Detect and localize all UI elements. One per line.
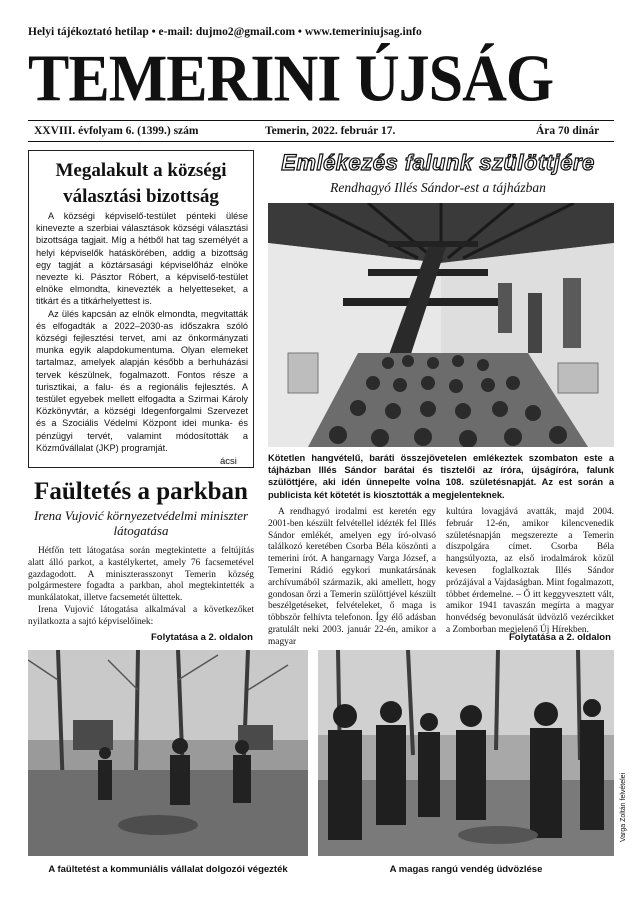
tajhaz-photo-caption: Kötetlen hangvételű, baráti összejövetelen emlékeztek szombaton este a tájházban Illés Sándor barátai és tisztelői az íróra, újságíróra, falunk szülöttjére, aki idén ünnepelte volna 108. születésnapját. Az est során a publicista két kötetét is kiosztották a megjelenteknek. [268, 453, 614, 500]
park-headline: Faültetés a parkban [34, 478, 248, 505]
minister-greeting-caption: A magas rangú vendég üdvözlése [389, 864, 543, 875]
election-paragraph: Az ülés kapcsán az elnök elmondta, megvitatták és elfogadták a 2022–2030-as időszakra szóló községi fejlesztési tervet, ami az önkormányzati munka egyik alapdokumentuma. Olyan elemeket tartalmaz, amelyek alapján később a berhuházási tervek készülnek, fogalmazott. Fontos része a turisztikai, a falu- és a regionális fejlesztés. A testület egyebek mellett elfogadta a Szirmai Károly Közkönyvtár, a községi Idegenforgalmi Szervezet és a Szociális Védelmi Központ idei munka- és pénzügyi tervét, valamint módosították a Közművállalat (JKP) programját. [36, 308, 248, 453]
election-headline: Megalakult a községi választási bizottság [55, 160, 227, 207]
election-body [36, 210, 248, 454]
header-rule-top [28, 120, 614, 121]
park-paragraph: Irena Vujović látogatása alkalmával a következőket nyilatkozta a sajtó képviselőinek: [28, 604, 254, 627]
park-subheadline: Irena Vujović környezetvédelmi miniszter látogatása [33, 508, 249, 538]
memorial-subheadline: Rendhagyó Illés Sándor-est a tájházban [330, 180, 546, 195]
issue-price: Ára 70 dinár [536, 125, 600, 137]
issue-number: XXVIII. évfolyam 6. (1399.) szám [34, 125, 199, 137]
memorial-column-1 [268, 507, 436, 649]
issue-date: Temerin, 2022. február 17. [265, 125, 396, 137]
memorial-paragraph: kultúra lovagjává avatták, majd 2004. február 12-én, amikor kilencvenedik születésnapján megszerezte a Temerin díszpolgára címet. Csorba Béla hangsúlyozta, az első irodalmárok közül kevesen foglalkoztak Illés Sándor prózájával a Vajdaságban. Mint fogalmazott, többet érdemelne. – Ő itt keggyvesztett vált, amikor 1941 tavaszán megírta a magyar honvédség bevonulását üdvözlő vezércikket a Zomborban megjelenő Új Hírekben. [446, 507, 614, 635]
tree-planting-photo [28, 650, 308, 856]
election-signature: ácsi [220, 456, 237, 467]
memorial-continued: Folytatása a 2. oldalon [509, 632, 611, 643]
memorial-headline: Emlékezés falunk szülöttjére [281, 150, 595, 175]
tajhaz-event-photo [268, 203, 614, 447]
park-paragraph: Hétfőn tett látogatása során megtekintette a feltújítás alatt álló parkot, a kastélykertet, amely 76 facsemetével gazdagodott. A miniszterasszonyt Temerin község polgármestere fogadta a parkban, ahol megtekintették a munkálatokat, illetve facsemetét ültettek. [28, 546, 254, 604]
masthead-title: TEMERINI ÚJSÁG [28, 42, 554, 116]
tree-planting-caption: A faültetést a kommuniális vállalat dolgozói végezték [48, 864, 288, 875]
election-paragraph: A községi képviselő-testület pénteki ülése kinevezte a szerbiai választások községi választási bizottsága tagjait. Míg a hétből hat tag személyét a helyi képviselők hatáskörében, addig a bizottság egy tagját a köztársasági képviselőház elnöke nevezte ki. Pásztor Róbert, a képviselő-testület elnöke elmondta, kinevezték a helyetteseket, a titkárt és a titkárhelyettest is. [36, 211, 248, 307]
park-body [28, 546, 254, 629]
header-rule-bottom [28, 141, 614, 142]
minister-greeting-photo [318, 650, 614, 856]
park-continued: Folytatása a 2. oldalon [151, 632, 253, 643]
memorial-paragraph: A rendhagyó irodalmi est keretén egy 2001-ben készült felvétellel idézték fel Illés Sándor emlékét, amelyen egy író-olvasó találkozó keretében Csorba Béla köszönti a temerini írót. A hangarnagy Varga József, a Temerini Rádió egykori munkatársának archívumából származik, aki amellett, hogy gondosan őrzi a Temerin szülöttjével készült beszélgetéseket, felvételeket, ő maga is többször felhívta telefonon. Így élő adásban gratulált neki 2003. január 22-én, amikor a magyar [268, 507, 436, 647]
header-tagline: Helyi tájékoztató hetilap • e-mail: dujmo2@gmail.com • www.temeriniujsag.info [28, 26, 422, 38]
photo-credit: Varga Zoltán felvételei [620, 772, 627, 842]
memorial-column-2 [446, 507, 614, 637]
